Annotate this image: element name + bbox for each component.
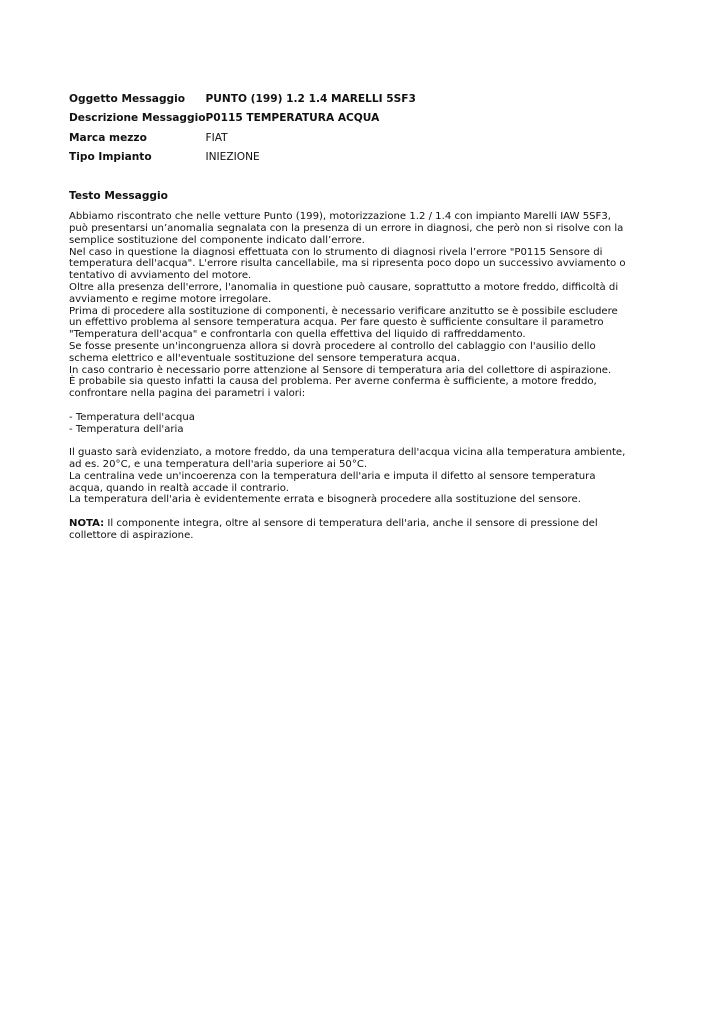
spacer xyxy=(69,435,629,447)
message-text-title: Testo Messaggio xyxy=(69,190,168,203)
body-paragraph: In caso contrario è necessario porre attenzione al Sensore di temperatura aria del collettore di aspirazione. xyxy=(69,364,612,376)
header-row-description xyxy=(69,109,416,128)
body-paragraph: Il guasto sarà evidenziato, a motore freddo, da una temperatura dell'acqua vicina alla temperatura ambiente, ad es. 20°C, e una temperatura dell'aria superiore ai 50°C. xyxy=(69,447,626,470)
header-row-system-type xyxy=(69,148,416,167)
system-type-label: Tipo Impianto xyxy=(69,151,152,164)
spacer xyxy=(69,400,629,412)
note-text: Il componente integra, oltre al sensore di temperatura dell'aria, anche il sensore di pressione del collettore di aspirazione. xyxy=(69,517,598,541)
list-item: - Temperatura dell'acqua xyxy=(69,411,195,423)
subject-label: Oggetto Messaggio xyxy=(69,93,186,106)
body-paragraph: È probabile sia questo infatti la causa del problema. Per averne conferma è sufficiente, a motore freddo, confrontare nella pagina dei parametri i valori: xyxy=(69,376,597,400)
body-paragraph: Prima di procedere alla sostituzione di componenti, è necessario verificare anzitutto se è possibile escludere un effettivo problema al sensore temperatura acqua. Per fare questo è sufficiente consultare il parametro "Temperatura dell'acqua" e confrontarla con quella effettiva del liquido di raffreddamento. xyxy=(69,305,618,341)
header-row-subject xyxy=(69,90,416,109)
body-paragraph: Abbiamo riscontrato che nelle vetture Punto (199), motorizzazione 1.2 / 1.4 con impianto Marelli IAW 5SF3, può presentarsi un’anomalia segnalata con la presenza di un errore in diagnosi, che però non si risolve con la semplice sostituzione del componente indicato dall’errore. xyxy=(69,211,624,246)
spacer xyxy=(69,506,629,518)
message-body xyxy=(69,211,629,541)
document-page xyxy=(69,90,639,542)
list-item: - Temperatura dell'aria xyxy=(69,423,184,435)
body-paragraph: Se fosse presente un'incongruenza allora si dovrà procedere al controllo del cablaggio con l'ausilio dello schema elettrico e all'eventuale sostituzione del sensore temperatura acqua. xyxy=(69,340,596,364)
header-row-brand xyxy=(69,129,416,148)
body-paragraph: Nel caso in questione la diagnosi effettuata con lo strumento di diagnosi rivela l’errore "P0115 Sensore di temperatura dell'acqua". L'errore risulta cancellabile, ma si ripresenta poco dopo un successivo avviamento o tentativo di avviamento del motore. xyxy=(69,246,626,282)
message-header-table xyxy=(69,90,416,167)
body-paragraph: La centralina vede un'incoerenza con la temperatura dell'aria e imputa il difetto al sensore temperatura acqua, quando in realtà accade il contrario. xyxy=(69,470,596,494)
body-paragraph: Oltre alla presenza dell'errore, l'anomalia in questione può causare, soprattutto a motore freddo, difficoltà di avviamento e regime motore irregolare. xyxy=(69,281,619,305)
description-label: Descrizione Messaggio xyxy=(69,112,206,125)
system-type-value: INIEZIONE xyxy=(205,151,260,164)
brand-value: FIAT xyxy=(205,131,228,144)
body-paragraph: La temperatura dell'aria è evidentemente errata e bisognerà procedere alla sostituzione del sensore. xyxy=(69,494,581,506)
subject-value: PUNTO (199) 1.2 1.4 MARELLI 5SF3 xyxy=(205,93,416,106)
description-value: P0115 TEMPERATURA ACQUA xyxy=(205,112,380,125)
brand-label: Marca mezzo xyxy=(69,131,147,144)
note-paragraph xyxy=(69,518,629,542)
note-label: NOTA: xyxy=(69,517,105,529)
